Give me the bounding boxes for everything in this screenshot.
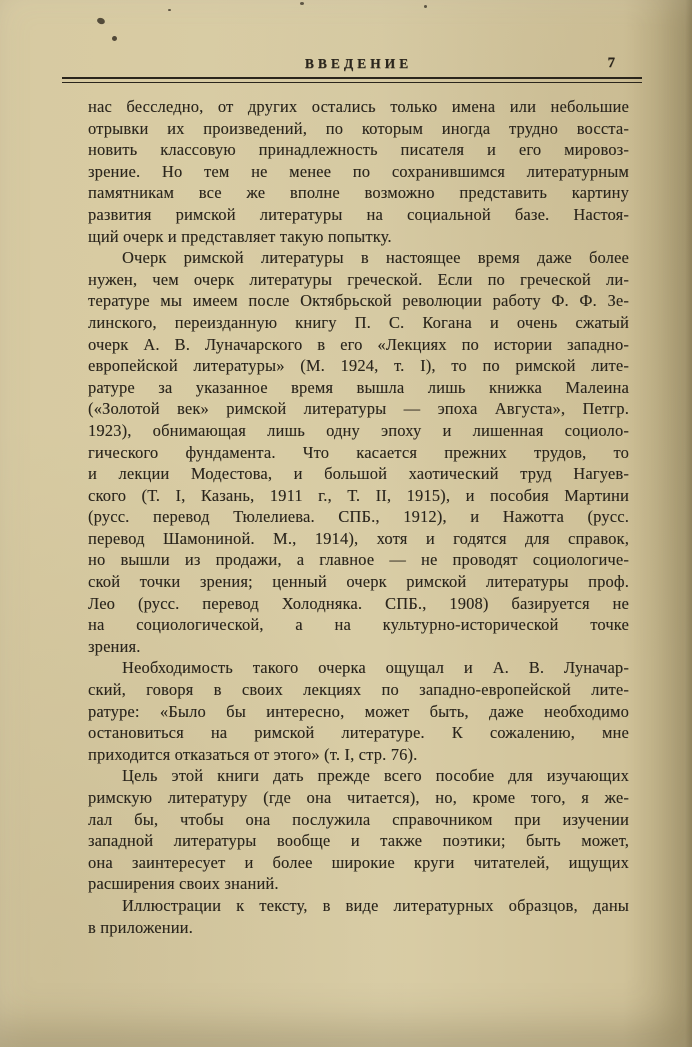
double-rule-divider: [62, 77, 642, 83]
text-line: тературе мы имеем после Октябрьской революции работу Ф. Ф. Зе-: [88, 291, 629, 311]
text-line: ский, говоря в своих лекциях по западно-европейской лите-: [88, 680, 629, 700]
text-line: перевод Шамониной. М., 1914), хотя и годятся для справок,: [88, 528, 629, 548]
ink-speck: [96, 17, 106, 25]
text-line: 1923), обнимающая лишь одну эпоху и лишенная социоло-: [88, 420, 629, 440]
text-line: нужен, чем очерк литературы греческой. Если по греческой ли-: [88, 269, 629, 289]
body-text: [88, 96, 629, 938]
text-line: новить классовую принадлежность писателя и его мировоз-: [88, 140, 629, 160]
text-line: (русс. перевод Тюлелиева. СПБ., 1912), и Нажотта (русс.: [88, 507, 629, 527]
text-line: и лекции Модестова, и большой хаотический труд Нагуев-: [88, 464, 629, 484]
paragraph: [88, 247, 629, 657]
text-line: зрение. Но тем не менее по сохранившимся литературным: [88, 161, 629, 181]
text-line: приходится отказаться от этого» (т. I, стр. 76).: [88, 744, 418, 764]
text-line: зрения.: [88, 636, 141, 656]
paragraph: [88, 895, 629, 938]
running-title: ВВЕДЕНИЕ: [304, 56, 413, 71]
text-line: («Золотой век» римской литературы — эпоха Августа», Петгр.: [88, 399, 629, 419]
text-line: ской точки зрения; ценный очерк римской литературы проф.: [88, 572, 629, 592]
ink-speck: [424, 5, 427, 8]
text-line: линского, переизданную книгу П. С. Когана и очень сжатый: [88, 312, 629, 332]
text-line: римскую литературу (где она читается), но, кроме того, я же-: [88, 788, 629, 807]
text-line: гического фундамента. Что касается прежних трудов, то: [88, 442, 629, 462]
text-line: щий очерк и представляет такую попытку.: [88, 226, 392, 246]
ink-speck: [112, 36, 117, 41]
text-line: она заинтересует и более широкие круги читателей, ищущих: [88, 852, 629, 872]
text-line: памятникам все же вполне возможно представить картину: [88, 183, 629, 203]
page-number: 7: [607, 55, 615, 71]
paragraph: [88, 657, 629, 765]
text-line: европейской литературы» (М. 1924, т. I), то по римской лите-: [88, 356, 629, 376]
text-line: ратуре: «Было бы интересно, может быть, даже необходимо: [88, 701, 629, 721]
text-line: Цель этой книги дать прежде всего пособие для изучающих: [122, 766, 629, 786]
ink-speck: [300, 2, 304, 5]
text-line: западной литературы вообще и также поэтики; быть может,: [88, 831, 629, 851]
text-line: лал бы, чтобы она послужила справочником при изучении: [88, 809, 629, 829]
text-line: Необходимость такого очерка ощущал и А. В. Луначар-: [122, 658, 629, 678]
text-line: нас бесследно, от других остались только имена или небольшие: [88, 97, 629, 116]
text-line: развития римской литературы на социальной базе. Настоя-: [88, 204, 629, 224]
page-header: [88, 56, 629, 76]
text-line: остановиться на римской литературе. К сожалению, мне: [88, 723, 629, 743]
text-line: отрывки их произведений, по которым иногда трудно восста-: [88, 118, 629, 138]
paragraph: [88, 96, 629, 247]
text-line: Очерк римской литературы в настоящее время даже более: [122, 248, 629, 268]
text-line: ского (Т. I, Казань, 1911 г., Т. II, 1915), и пособия Мартини: [88, 485, 629, 505]
paragraph: [88, 765, 629, 895]
ink-speck: [168, 9, 171, 11]
text-line: Иллюстрации к тексту, в виде литературных образцов, даны: [122, 895, 629, 915]
text-line: в приложении.: [88, 917, 193, 937]
text-line: но вышли из продажи, а главное — не проводят социологиче-: [88, 550, 629, 570]
text-line: на социологической, а на культурно-исторической точке: [88, 615, 629, 635]
text-line: очерк А. В. Луначарского в его «Лекциях по истории западно-: [88, 334, 629, 354]
text-line: Лео (русс. перевод Холодняка. СПБ., 1908) базируется не: [88, 593, 629, 613]
text-line: ратуре за указанное время вышла лишь книжка Малеина: [88, 377, 629, 397]
text-line: расширения своих знаний.: [88, 874, 279, 894]
